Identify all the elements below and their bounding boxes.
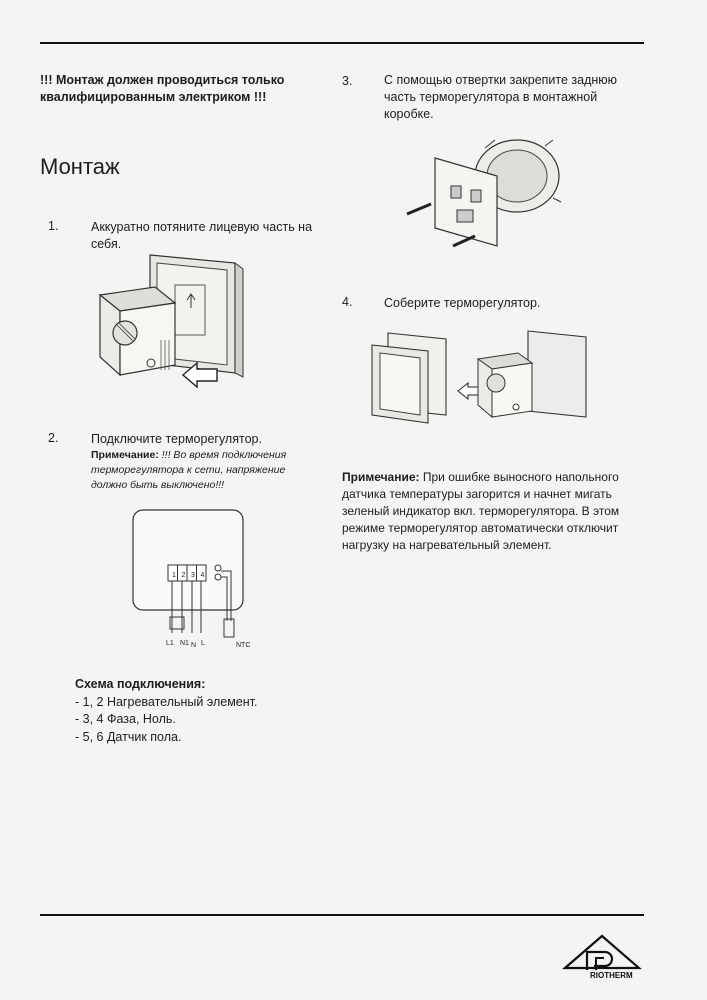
- safety-warning: !!! Монтаж должен проводиться только квалифицированным электриком !!!: [40, 73, 285, 104]
- protherm-logo: [562, 930, 642, 980]
- scheme-item: - 3, 4 Фаза, Ноль.: [75, 712, 176, 726]
- step-4-number: 4.: [342, 295, 353, 309]
- step-4-illustration: [368, 325, 608, 425]
- wire-label-ntc: NTC: [236, 642, 251, 649]
- terminal-2: 2: [181, 572, 186, 579]
- step-2-note: [91, 448, 321, 493]
- step-1-text: Аккуратно потяните лицевую часть на себя.: [91, 220, 313, 251]
- wire-label-n: N: [191, 642, 197, 649]
- step-1-number: 1.: [48, 219, 59, 233]
- connection-scheme: [75, 676, 257, 746]
- top-rule: [40, 42, 644, 44]
- logo-text: RIOTHERM: [590, 971, 633, 980]
- step-2-number: 2.: [48, 431, 59, 445]
- scheme-item: - 5, 6 Датчик пола.: [75, 729, 182, 744]
- step-3-text: С помощью отвертки закрепите заднюю часть терморегулятора в монтажной коробке.: [384, 73, 618, 121]
- error-note-label: Примечание:: [342, 470, 420, 484]
- step-2-note-label: Примечание:: [91, 449, 159, 461]
- step-4-text: Соберите терморегулятор.: [384, 296, 541, 310]
- scheme-heading: Схема подключения:: [75, 677, 206, 691]
- step-3-illustration: [405, 128, 565, 258]
- step-2-note-text: !!! Во время подключения терморегулятора к сети, напряжение должно быть выключено!!!: [91, 449, 287, 491]
- step-3-number: 3.: [342, 74, 353, 88]
- wire-label-l: L: [201, 640, 205, 647]
- wire-label-n1: N1: [180, 640, 189, 647]
- step-1-illustration: [95, 245, 255, 395]
- bottom-rule: [40, 914, 644, 916]
- terminal-1: 1: [172, 572, 176, 579]
- terminal-4: 4: [200, 572, 205, 579]
- wire-label-l1: L1: [166, 640, 174, 647]
- wiring-diagram: [128, 505, 258, 655]
- page-title: Монтаж: [40, 154, 120, 179]
- step-2-text: Подключите терморегулятор.: [91, 432, 262, 446]
- error-note-text: При ошибке выносного напольного датчика температуры загорится и начнет мигать зеленый индикатор вкл. терморегулятора. В этом режиме терморегулятор автоматически отключит нагрузку на нагревательный элемент.: [342, 470, 620, 552]
- terminal-3: 3: [191, 572, 195, 579]
- scheme-item: - 1, 2 Нагревательный элемент.: [75, 694, 258, 709]
- error-note: [342, 469, 632, 554]
